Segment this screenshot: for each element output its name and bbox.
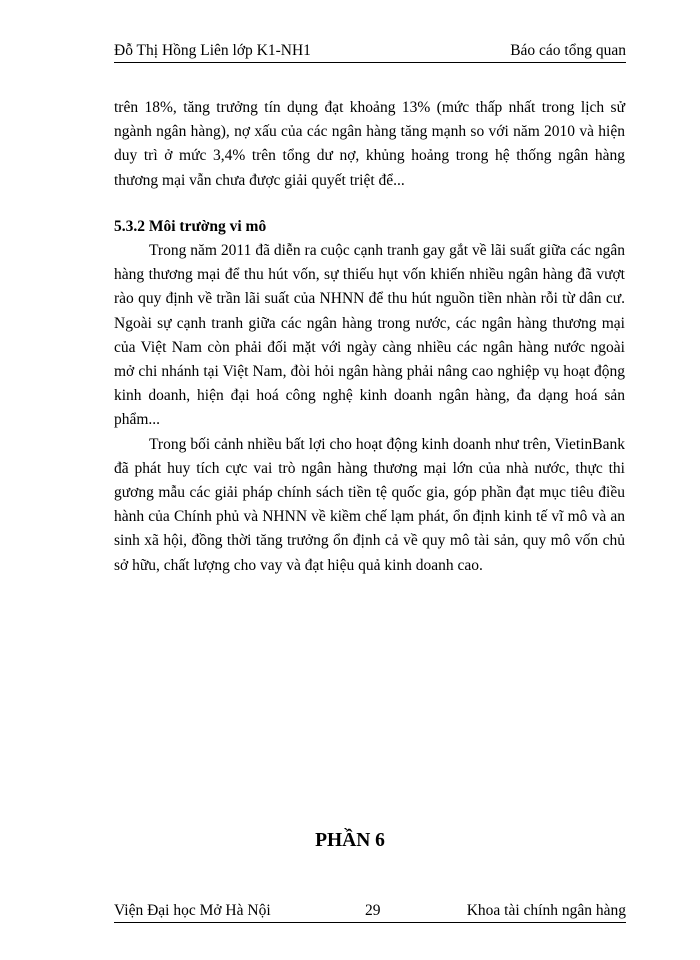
paragraph-competition: Trong năm 2011 đã diễn ra cuộc cạnh tranh gay gắt về lãi suất giữa các ngân hàng thương mại để thu hút vốn, sự thiếu hụt vốn khiến nhiều ngân hàng đã vượt rào quy định về trần lãi suất của NHNN để thu hút nguồn tiền nhàn rỗi từ dân cư. Ngoài sự cạnh tranh giữa các ngân hàng trong nước, các ngân hàng thương mại của Việt Nam còn phải đối mặt với ngày càng nhiều các ngân hàng nước ngoài mở chi nhánh tại Việt Nam, đòi hỏi ngân hàng phải nâng cao nghiệp vụ hoạt động kinh doanh, hiện đại hoá công nghệ kinh doanh ngân hàng, đa dạng hoá sản phẩm... xyxy=(114,242,625,429)
section-heading: 5.3.2 Môi trường vi mô xyxy=(114,217,267,235)
part-title: PHẦN 6 xyxy=(315,830,385,851)
header-author: Đỗ Thị Hồng Liên lớp K1-NH1 xyxy=(114,42,311,59)
footer-institution: Viện Đại học Mở Hà Nội xyxy=(114,902,271,919)
footer-department: Khoa tài chính ngân hàng xyxy=(466,902,626,919)
paragraph-continuation: trên 18%, tăng trưởng tín dụng đạt khoảng 13% (mức thấp nhất trong lịch sử ngành ngân hàng), nợ xấu của các ngân hàng tăng mạnh so với năm 2010 và hiện duy trì ở mức 3,4% trên tổng dư nợ, khủng hoảng trong hệ thống ngân hàng thương mại vẫn chưa được giải quyết triệt để... xyxy=(114,99,625,189)
paragraph-vietinbank: Trong bối cảnh nhiều bất lợi cho hoạt động kinh doanh như trên, VietinBank đã phát huy tích cực vai trò ngân hàng thương mại lớn của nhà nước, thực thi gương mẫu các giải pháp chính sách tiền tệ quốc gia, góp phần đạt mục tiêu điều hành của Chính phủ và NHNN về kiềm chế lạm phát, ổn định kinh tế vĩ mô và an sinh xã hội, đồng thời tăng trưởng ổn định cả về quy mô tài sản, quy mô vốn chủ sở hữu, chất lượng cho vay và đạt hiệu quả kinh doanh cao. xyxy=(114,435,625,574)
page-footer xyxy=(114,902,626,923)
header-report-title: Báo cáo tổng quan xyxy=(510,42,626,59)
document-body xyxy=(114,96,625,578)
footer-page-number: 29 xyxy=(365,902,381,919)
page-header xyxy=(114,40,626,63)
